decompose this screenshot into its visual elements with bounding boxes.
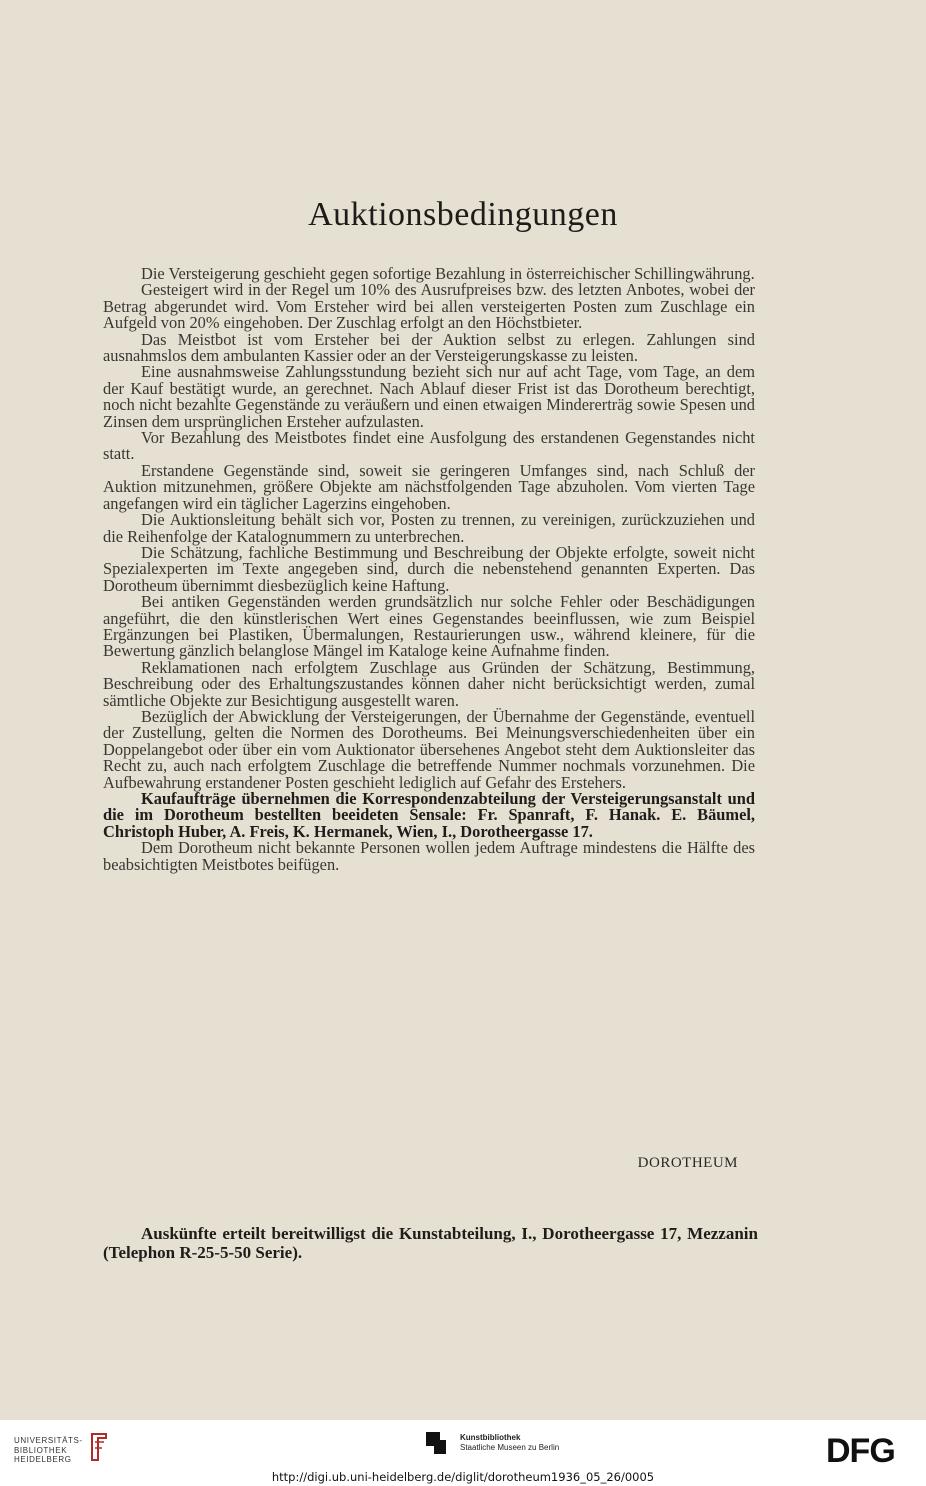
paragraph: Die Schätzung, fachliche Bestimmung und Beschreibung der Objekte erfolgte, soweit nicht Spezialexperten im Texte angegeben sind, durch die nebenstehend genannten Experten. Das Dorotheum übernimmt diesbezüglich keine Haftung.: [103, 542, 755, 595]
paragraph: Bezüglich der Abwicklung der Versteigerungen, der Übernahme der Gegenstände, eventuell der Zustellung, gelten die Normen des Dorotheums. Bei Meinungsverschiedenheiten über ein Doppelangebot oder über ein vom Auktionator übersehenes Angebot steht dem Auktionsleiter das Recht zu, auch nach erfolgtem Zuschlage die betreffende Nummer nochmals vorzunehmen. Die Aufbewahrung erstandener Posten geschieht lediglich auf Gefahr des Erstehers.: [103, 706, 755, 792]
kunstbibliothek-label[interactable]: [460, 1433, 559, 1453]
bold-paragraph: Kaufaufträge übernehmen die Korrespondenzabteilung der Versteigerungsanstalt und die im Dorotheum bestellten beeideten Sensale: Fr. Spanraft, F. Hanak. E. Bäumel, Christoph Huber, A. Freis, K. Hermanek, Wien, I., Dorotheergasse 17.: [103, 789, 755, 841]
paragraph: Dem Dorotheum nicht bekannte Personen wollen jedem Auftrage mindestens die Hälfte des beabsichtigten Meistbotes beifügen.: [103, 838, 755, 874]
paragraph: Erstandene Gegenstände sind, soweit sie geringeren Umfanges sind, nach Schluß der Auktion mitzunehmen, größere Objekte am nächstfolgenden Tage abzuholen. Vom vierten Tage angefangen wird ein täglicher Lagerzins eingehoben.: [103, 460, 755, 513]
source-url-link[interactable]: http://digi.ub.uni-heidelberg.de/diglit/dorotheum1936_05_26/0005: [271, 1470, 655, 1484]
paragraph: Gesteigert wird in der Regel um 10% des Ausrufpreises bzw. des letzten Anbotes, wobei der Betrag abgerundet wird. Vom Ersteher wird bei allen versteigerten Posten zum Zuschlage ein Aufgeld von 20% eingehoben. Der Zuschlag erfolgt an den Höchstbieter.: [103, 280, 755, 333]
paragraph: Das Meistbot ist vom Ersteher bei der Auktion selbst zu erlegen. Zahlungen sind ausnahmslos dem ambulanten Kassier oder an der Versteigerungskasse zu leisten.: [103, 329, 755, 366]
terms-body: [103, 266, 755, 873]
kunstbibliothek-logo-icon[interactable]: [424, 1430, 450, 1456]
ub-heidelberg-logo-icon[interactable]: [86, 1430, 112, 1464]
paragraph: Die Auktionsleitung behält sich vor, Posten zu trennen, zu vereinigen, zurückzuziehen und die Reihenfolge der Katalognummern zu unterbrechen.: [103, 510, 755, 546]
notice-text: Auskünfte erteilt bereitwilligst die Kunstabteilung, I., Dorotheergasse 17, Mezzanin (Telephon R-25-5-50 Serie).: [103, 1224, 758, 1262]
ub-line: BIBLIOTHEK: [14, 1445, 68, 1455]
info-notice: [103, 1224, 758, 1262]
paragraph: Reklamationen nach erfolgtem Zuschlage aus Gründen der Schätzung, Bestimmung, Beschreibung oder des Erhaltungszustandes können daher nicht berücksichtigt werden, zumal sämtliche Objekte zur Besichtigung ausgestellt waren.: [103, 657, 755, 710]
ub-heidelberg-label[interactable]: [14, 1436, 83, 1465]
paragraph: Bei antiken Gegenständen werden grundsätzlich nur solche Fehler oder Beschädigungen angeführt, die den künstlerischen Wert eines Gegenstandes beeinflussen, wie zum Beispiel Ergänzungen bei Plastiken, Übermalungen, Restaurierungen usw., während kleinere, für die Bewertung gänzlich belanglose Mängel im Kataloge keine Aufnahme finden.: [103, 592, 755, 661]
paragraph: Eine ausnahmsweise Zahlungsstundung bezieht sich nur auf acht Tage, vom Tage, an dem der Kauf bestätigt wurde, an gerechnet. Nach Ablauf dieser Frist ist das Dorotheum berechtigt, noch nicht bezahlte Gegenstände zu veräußern und einen etwaigen Mindererträg sowie Spesen und Zinsen dem ursprünglichen Ersteher aufzulasten.: [103, 362, 755, 431]
dfg-logo[interactable]: DFG: [826, 1432, 895, 1470]
page-title: Auktionsbedingungen: [308, 196, 618, 233]
footer-bar: [0, 1420, 926, 1486]
paragraph: Vor Bezahlung des Meistbotes findet eine Ausfolgung des erstandenen Gegenstandes nicht statt.: [103, 428, 755, 464]
ub-line: UNIVERSITÄTS-: [14, 1436, 83, 1445]
ub-line: HEIDELBERG: [14, 1455, 72, 1464]
signature: DOROTHEUM: [637, 1155, 738, 1171]
kb-subtitle: Staatliche Museen zu Berlin: [460, 1443, 560, 1452]
kb-title: Kunstbibliothek: [460, 1433, 521, 1442]
paragraph: Die Versteigerung geschieht gegen sofortige Bezahlung in österreichischer Schillingwährung.: [141, 264, 755, 283]
